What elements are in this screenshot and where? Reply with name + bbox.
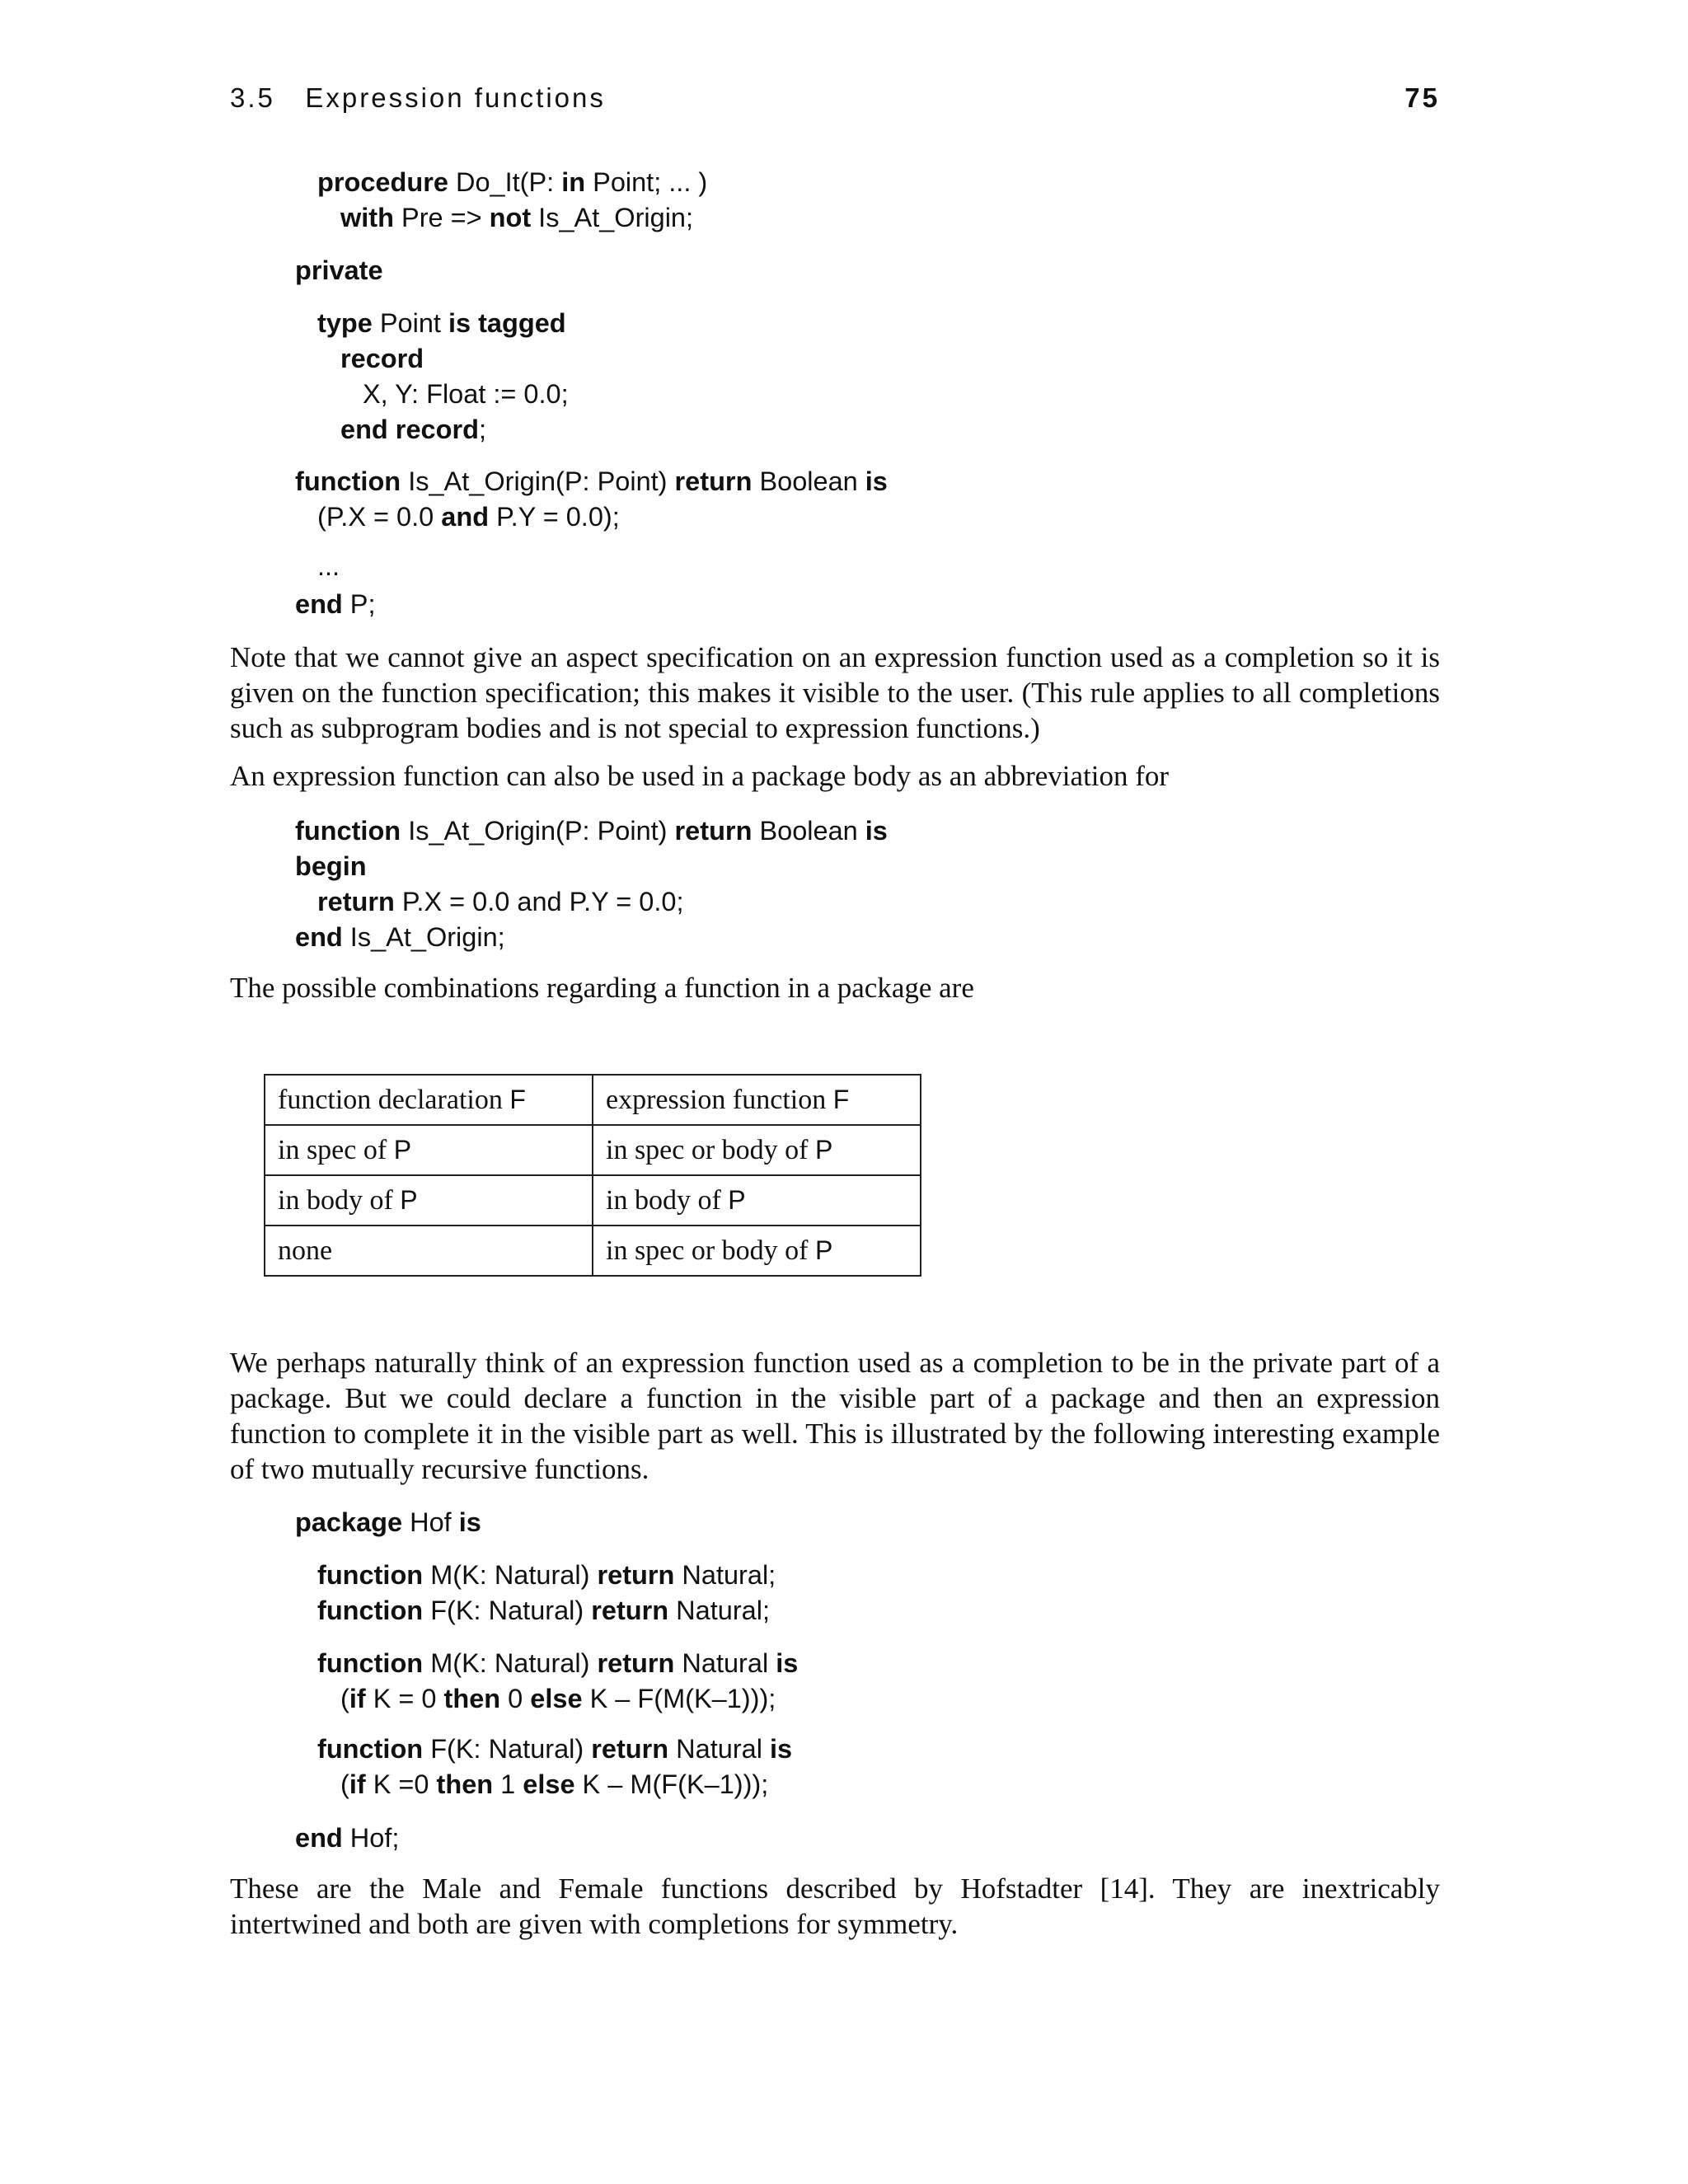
paragraph: The possible combinations regarding a function in a package are: [230, 972, 974, 1004]
table-cell: expression function F: [593, 1075, 921, 1125]
code-line: X, Y: Float := 0.0;: [363, 379, 569, 409]
code-line: (if K = 0 then 0 else K – F(M(K–1)));: [340, 1684, 776, 1713]
paragraph: An expression function can also be used in a package body as an abbreviation for: [230, 760, 1170, 792]
code-line: package Hof is: [295, 1507, 481, 1537]
code-line: function Is_At_Origin(P: Point) return Boolean is: [295, 816, 888, 846]
code-line: record: [340, 344, 424, 373]
code-line: ...: [317, 551, 340, 581]
code-line: (P.X = 0.0 and P.Y = 0.0);: [317, 502, 620, 532]
code-line: function F(K: Natural) return Natural;: [317, 1596, 770, 1625]
code-line: function M(K: Natural) return Natural is: [317, 1648, 799, 1678]
code-line: private: [295, 255, 383, 285]
table-cell: function declaration F: [265, 1075, 593, 1125]
table-cell: in body of P: [593, 1175, 921, 1226]
code-line: end Hof;: [295, 1823, 400, 1853]
code-line: function F(K: Natural) return Natural is: [317, 1734, 793, 1764]
code-line: end record;: [340, 415, 486, 444]
code-line: end P;: [295, 589, 376, 619]
table-row: [265, 1226, 921, 1276]
code-line: function M(K: Natural) return Natural;: [317, 1560, 776, 1590]
running-head: [230, 82, 1440, 115]
code-line: function Is_At_Origin(P: Point) return Boolean is: [295, 466, 888, 496]
paragraph: We perhaps naturally think of an expression function used as a completion to be in the private part of a package. But we could declare a function in the visible part of a package and then an expression function to complete it in the visible part as well. This is illustrated by the following interesting example of two mutually recursive functions.: [230, 1347, 1440, 1485]
combinations-table: [264, 1074, 921, 1277]
paragraph: Note that we cannot give an aspect specification on an expression function used as a completion so it is given on the function specification; this makes it visible to the user. (This rule applies to all completions such as subprogram bodies and is not special to expression functions.): [230, 641, 1440, 744]
code-line: (if K =0 then 1 else K – M(F(K–1)));: [340, 1769, 769, 1799]
code-line: begin: [295, 851, 367, 881]
table-row: [265, 1075, 921, 1125]
page-number: 75: [1404, 82, 1440, 113]
table-cell: in body of P: [265, 1175, 593, 1226]
code-line: with Pre => not Is_At_Origin;: [340, 203, 694, 232]
code-line: return P.X = 0.0 and P.Y = 0.0;: [317, 887, 684, 916]
code-line: end Is_At_Origin;: [295, 922, 505, 952]
table-cell: in spec or body of P: [593, 1226, 921, 1276]
table-cell: in spec or body of P: [593, 1125, 921, 1175]
table-row: [265, 1125, 921, 1175]
code-line: type Point is tagged: [317, 308, 566, 338]
table-cell: in spec of P: [265, 1125, 593, 1175]
code-line: procedure Do_It(P: in Point; ... ): [317, 167, 708, 197]
paragraph: These are the Male and Female functions described by Hofstadter [14]. They are inextricably intertwined and both are given with completions for symmetry.: [230, 1872, 1440, 1940]
table-row: [265, 1175, 921, 1226]
section-title: 3.5 Expression functions: [230, 82, 606, 113]
table-cell: none: [265, 1226, 593, 1276]
